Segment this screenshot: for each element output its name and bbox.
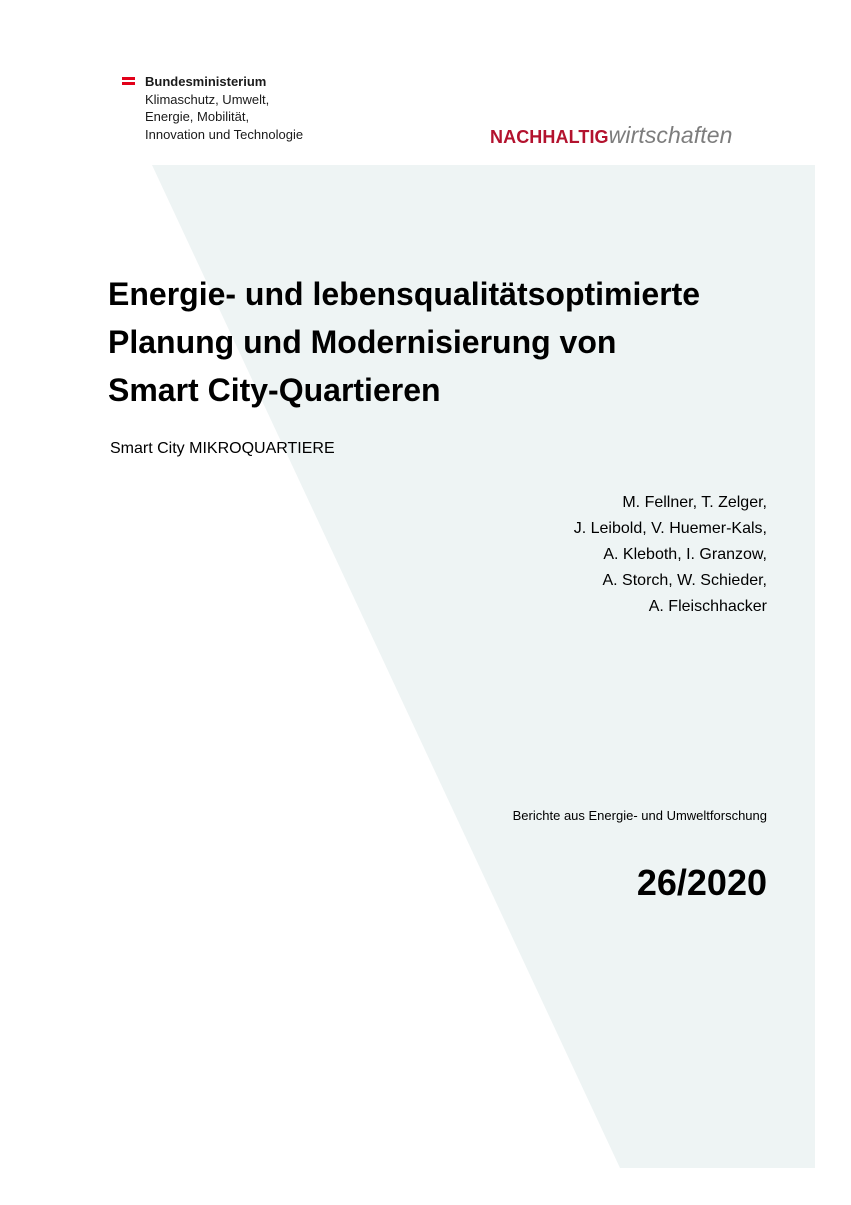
- title-line: Smart City-Quartieren: [108, 372, 441, 408]
- author-line: J. Leibold, V. Huemer-Kals,: [573, 520, 767, 537]
- ministry-name: [145, 73, 303, 143]
- title-line: Planung und Modernisierung von: [108, 324, 617, 360]
- author-line: A. Fleischhacker: [648, 598, 767, 615]
- project-subtitle: Smart City MIKROQUARTIERE: [110, 440, 335, 457]
- ministry-line: Innovation und Technologie: [145, 126, 304, 142]
- brand-light-text: wirtschaften: [608, 122, 733, 148]
- report-title: [108, 270, 700, 414]
- author-line: A. Storch, W. Schieder,: [602, 572, 767, 589]
- ministry-line: Energie, Mobilität,: [145, 109, 250, 124]
- author-list: [574, 490, 767, 620]
- author-line: M. Fellner, T. Zelger,: [622, 494, 767, 511]
- austria-flag-icon: [122, 77, 135, 85]
- ministry-logo: [122, 73, 303, 143]
- series-title: Berichte aus Energie- und Umweltforschung: [512, 808, 767, 823]
- report-number: 26/2020: [636, 862, 767, 903]
- ministry-line: Klimaschutz, Umwelt,: [145, 91, 270, 107]
- title-line: Energie- und lebensqualitätsoptimierte: [108, 276, 701, 312]
- ministry-line: Bundesministerium: [145, 74, 267, 89]
- author-line: A. Kleboth, I. Granzow,: [603, 546, 767, 563]
- nachhaltig-wirtschaften-logo: [490, 122, 733, 149]
- brand-strong-text: NACHHALTIG: [490, 127, 609, 147]
